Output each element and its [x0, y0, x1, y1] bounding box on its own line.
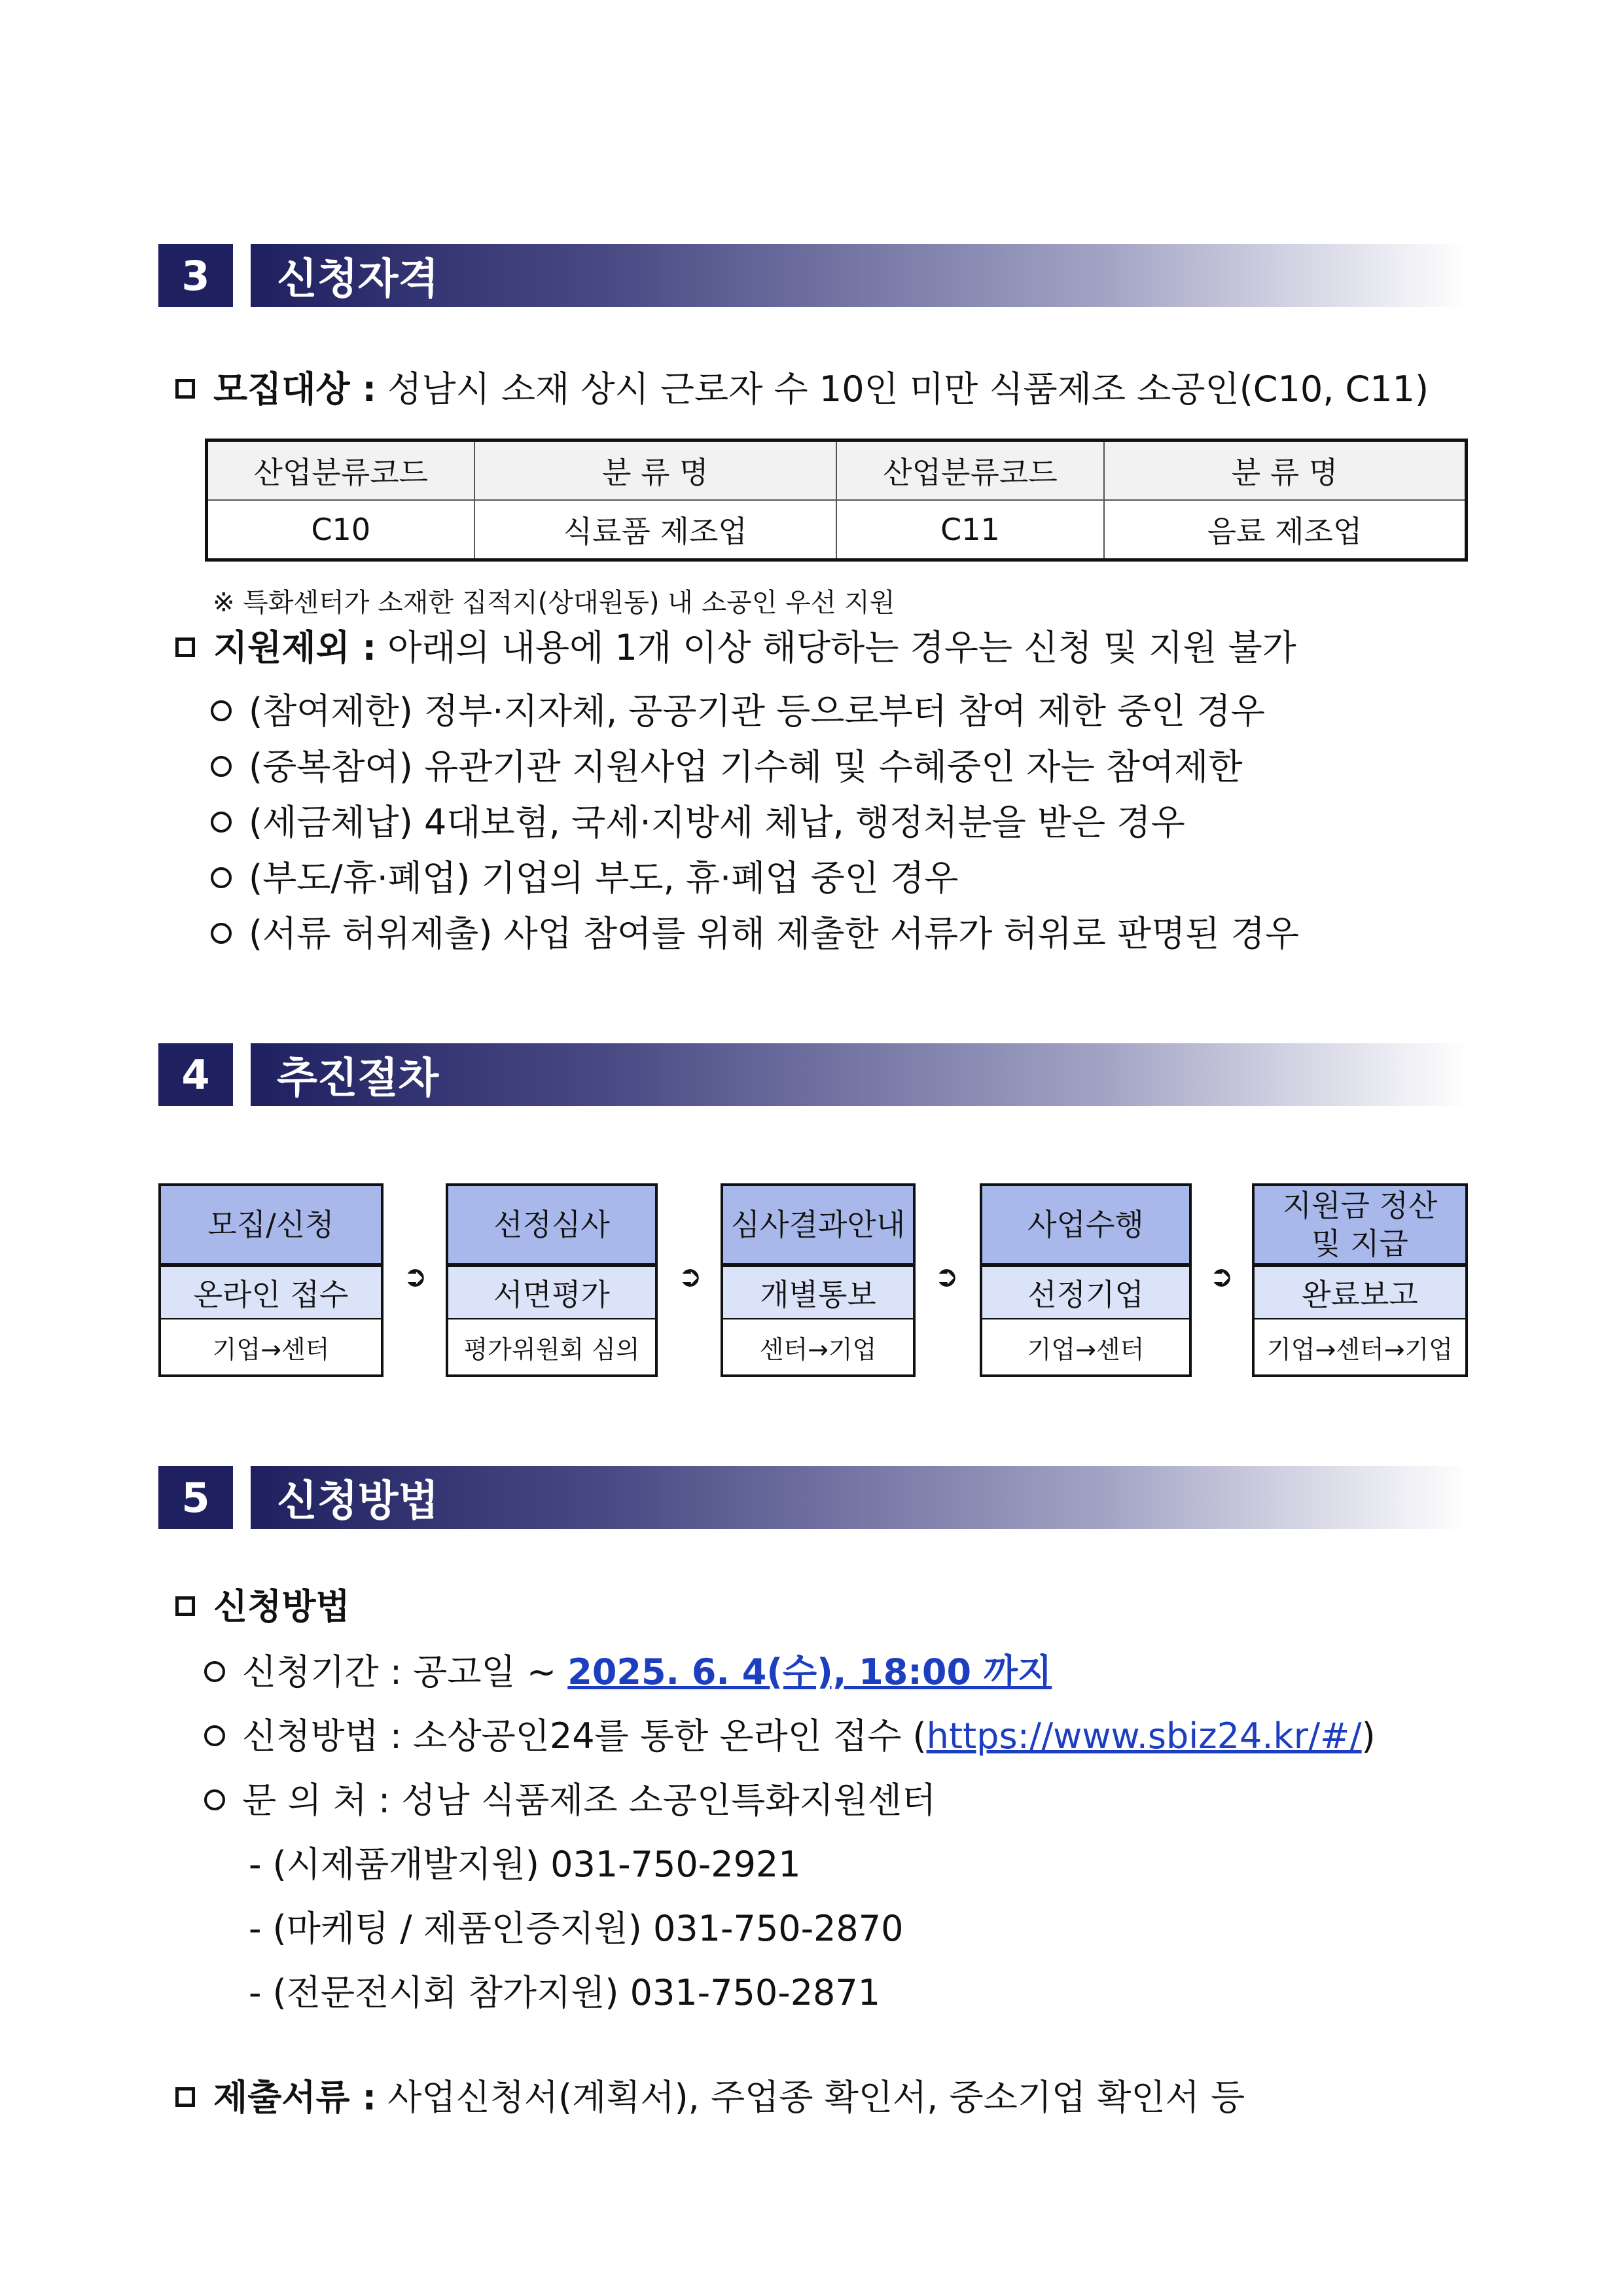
recruit-target-line — [175, 367, 1429, 412]
list-item — [211, 689, 1265, 734]
step-title: 사업수행 — [982, 1186, 1189, 1267]
table-header-cell: 산업분류코드 — [207, 440, 474, 501]
table-cell: C11 — [836, 500, 1104, 560]
table-cell: C10 — [207, 500, 474, 560]
list-item — [211, 855, 958, 901]
circle-bullet-icon — [204, 1661, 225, 1682]
list-item-text: (세금체납) 4대보험, 국세·지방세 체납, 행정처분을 받은 경우 — [249, 802, 1185, 843]
step-subtitle: 온라인 접수 — [161, 1267, 381, 1319]
section-number-3: 3 — [158, 244, 233, 307]
checkbox-square-icon — [175, 1596, 195, 1616]
process-step-4 — [980, 1183, 1192, 1377]
step-actor: 기업→센터 — [982, 1319, 1189, 1374]
priority-note: ※ 특화센터가 소재한 집적지(상대원동) 내 소공인 우선 지원 — [213, 588, 895, 618]
method-heading — [175, 1584, 350, 1630]
exclusion-label: 지원제외 : — [213, 627, 377, 668]
documents-label: 제출서류 : — [213, 2077, 377, 2118]
list-item-text: (참여제한) 정부·지자체, 공공기관 등으로부터 참여 제한 중인 경우 — [249, 691, 1265, 732]
section-number-5: 5 — [158, 1466, 233, 1529]
list-item-text: (중복참여) 유관기관 지원사업 기수혜 및 수혜중인 자는 참여제한 — [249, 746, 1243, 787]
method-close-paren: ) — [1361, 1715, 1376, 1757]
step-actor: 기업→센터→기업 — [1255, 1319, 1465, 1374]
step-actor: 평가위원회 심의 — [448, 1319, 655, 1374]
step-title: 지원금 정산 및 지급 — [1255, 1186, 1465, 1267]
section-number-4: 4 — [158, 1043, 233, 1106]
recruit-target-label: 모집대상 : — [213, 368, 377, 410]
step-subtitle: 완료보고 — [1255, 1267, 1465, 1319]
circle-bullet-icon — [211, 867, 232, 888]
arrow-icon: ➲ — [935, 1260, 959, 1293]
documents-text: 사업신청서(계획서), 주업종 확인서, 중소기업 확인서 등 — [387, 2077, 1245, 2118]
step-actor: 센터→기업 — [723, 1319, 913, 1374]
step-subtitle: 개별통보 — [723, 1267, 913, 1319]
application-period — [204, 1649, 1052, 1695]
documents-line — [175, 2075, 1245, 2121]
table-header-cell: 분 류 명 — [474, 440, 836, 501]
contact-item: - (전문전시회 참가지원) 031-750-2871 — [249, 1972, 881, 2013]
recruit-target-text: 성남시 소재 상시 근로자 수 10인 미만 식품제조 소공인(C10, C11) — [387, 368, 1429, 410]
section-title-text: 신청방법 — [277, 1477, 439, 1526]
period-label: 신청기간 : 공고일 ~ — [242, 1651, 568, 1693]
circle-bullet-icon — [211, 700, 232, 721]
step-title: 모집/신청 — [161, 1186, 381, 1267]
contact-item: - (마케팅 / 제품인증지원) 031-750-2870 — [249, 1908, 904, 1949]
section-title-eligibility — [251, 244, 1468, 307]
section-title-text: 추진절차 — [277, 1054, 439, 1103]
circle-bullet-icon — [211, 923, 232, 944]
circle-bullet-icon — [204, 1789, 225, 1810]
industry-code-table — [205, 439, 1468, 562]
checkbox-square-icon — [175, 2087, 195, 2107]
period-deadline: 2025. 6. 4(수), 18:00 까지 — [567, 1651, 1052, 1693]
step-title: 심사결과안내 — [723, 1186, 913, 1267]
contact-item: - (시제품개발지원) 031-750-2921 — [249, 1844, 801, 1885]
arrow-icon: ➲ — [403, 1260, 427, 1293]
circle-bullet-icon — [204, 1725, 225, 1746]
section-title-process — [251, 1043, 1468, 1106]
list-item — [211, 744, 1243, 790]
section-title-text: 신청자격 — [277, 255, 439, 304]
checkbox-square-icon — [175, 379, 195, 399]
exclusion-line — [175, 625, 1296, 671]
table-cell: 음료 제조업 — [1104, 500, 1466, 560]
exclusion-text: 아래의 내용에 1개 이상 해당하는 경우는 신청 및 지원 불가 — [387, 627, 1296, 668]
list-item-text: (부도/휴·폐업) 기업의 부도, 휴·폐업 중인 경우 — [249, 857, 959, 899]
table-row — [207, 500, 1467, 560]
application-method — [204, 1713, 1376, 1759]
process-step-5 — [1252, 1183, 1468, 1377]
step-actor: 기업→센터 — [161, 1319, 381, 1374]
list-item — [211, 911, 1299, 957]
process-step-3 — [721, 1183, 916, 1377]
sbiz24-link[interactable]: https://www.sbiz24.kr/#/ — [926, 1715, 1362, 1757]
table-header-cell: 산업분류코드 — [836, 440, 1104, 501]
contact-line — [204, 1778, 936, 1823]
process-step-2 — [446, 1183, 658, 1377]
step-subtitle: 선정기업 — [982, 1267, 1189, 1319]
section-title-method — [251, 1466, 1468, 1529]
process-step-1 — [158, 1183, 383, 1377]
table-header-cell: 분 류 명 — [1104, 440, 1466, 501]
table-cell: 식료품 제조업 — [474, 500, 836, 560]
list-item-text: (서류 허위제출) 사업 참여를 위해 제출한 서류가 허위로 판명된 경우 — [249, 913, 1300, 954]
checkbox-square-icon — [175, 637, 195, 657]
method-heading-text: 신청방법 — [213, 1586, 350, 1627]
step-subtitle: 서면평가 — [448, 1267, 655, 1319]
arrow-icon: ➲ — [678, 1260, 702, 1293]
arrow-icon: ➲ — [1209, 1260, 1234, 1293]
list-item — [211, 800, 1185, 846]
circle-bullet-icon — [211, 756, 232, 777]
table-header-row — [207, 440, 1467, 501]
step-title: 선정심사 — [448, 1186, 655, 1267]
method-label: 신청방법 : 소상공인24를 통한 온라인 접수 ( — [242, 1715, 927, 1757]
contact-label: 문 의 처 : 성남 식품제조 소공인특화지원센터 — [242, 1780, 936, 1821]
circle-bullet-icon — [211, 812, 232, 833]
